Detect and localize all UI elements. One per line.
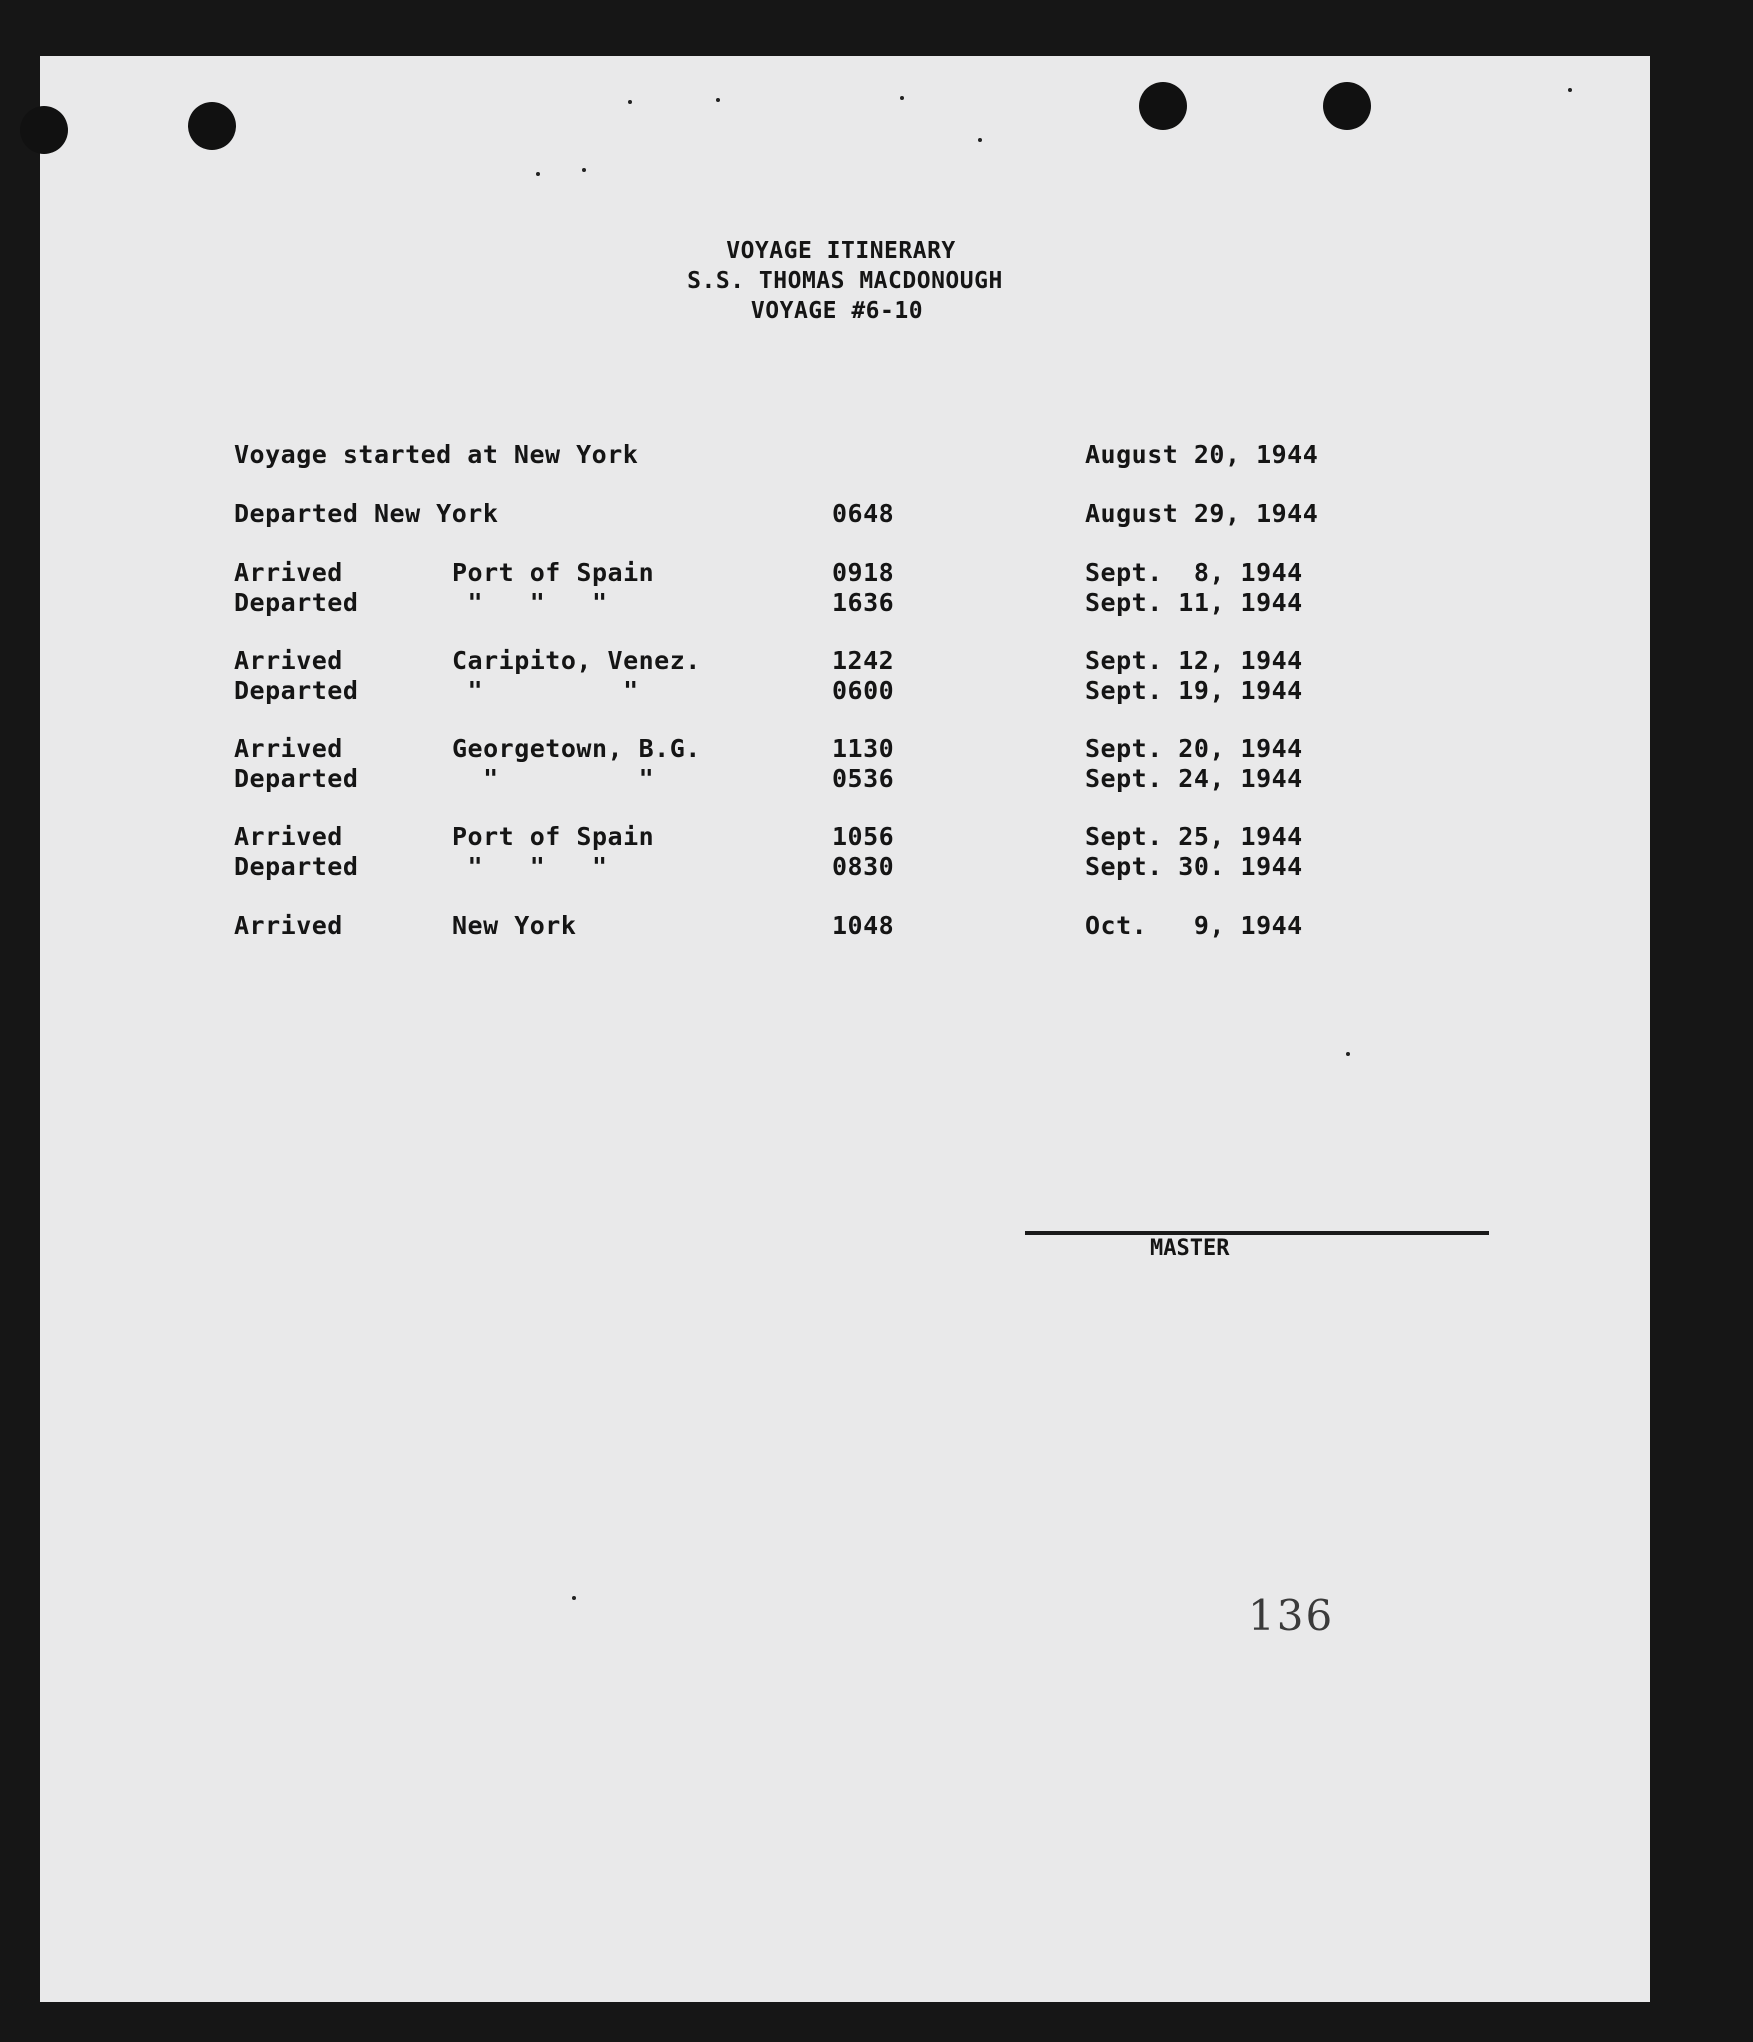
- itinerary-time: 1056: [832, 822, 895, 851]
- paper-speck: [1346, 1052, 1350, 1056]
- punch-hole-right: [1323, 82, 1371, 130]
- itinerary-place: Port of Spain: [452, 558, 655, 587]
- itinerary-time: 1242: [832, 646, 895, 675]
- punch-hole-left: [188, 102, 236, 150]
- signature-line: [1025, 1231, 1489, 1235]
- itinerary-time: 0536: [832, 764, 895, 793]
- punch-hole-edge: [20, 106, 68, 154]
- paper-speck: [582, 168, 586, 172]
- itinerary-time: 0830: [832, 852, 895, 881]
- itinerary-event: Departed: [234, 852, 359, 881]
- itinerary-date: Oct. 9, 1944: [1085, 911, 1303, 940]
- document-paper: [40, 56, 1650, 2002]
- itinerary-place: " " ": [452, 852, 608, 881]
- paper-speck: [900, 96, 904, 100]
- paper-speck: [716, 98, 720, 102]
- itinerary-place: Georgetown, B.G.: [452, 734, 701, 763]
- itinerary-date: August 29, 1944: [1085, 499, 1319, 528]
- page-number-stamp: 136: [1248, 1591, 1335, 1640]
- heading-ship-name: S.S. THOMAS MACDONOUGH: [687, 268, 1003, 294]
- itinerary-time: 0918: [832, 558, 895, 587]
- itinerary-place: " ": [452, 764, 655, 793]
- itinerary-date: Sept. 30. 1944: [1085, 852, 1303, 881]
- itinerary-place: " " ": [452, 588, 608, 617]
- paper-speck: [628, 100, 632, 104]
- itinerary-event: Voyage started at New York: [234, 440, 639, 469]
- itinerary-event: Arrived: [234, 911, 343, 940]
- paper-speck: [978, 138, 982, 142]
- itinerary-time: 0648: [832, 499, 895, 528]
- itinerary-date: Sept. 25, 1944: [1085, 822, 1303, 851]
- punch-hole-center: [1139, 82, 1187, 130]
- itinerary-date: August 20, 1944: [1085, 440, 1319, 469]
- paper-speck: [536, 172, 540, 176]
- itinerary-date: Sept. 8, 1944: [1085, 558, 1303, 587]
- itinerary-place: New York: [452, 911, 577, 940]
- itinerary-place: Port of Spain: [452, 822, 655, 851]
- itinerary-time: 1130: [832, 734, 895, 763]
- heading-voyage-number: VOYAGE #6-10: [750, 298, 924, 324]
- itinerary-event: Arrived: [234, 734, 343, 763]
- itinerary-event: Departed: [234, 676, 359, 705]
- itinerary-event: Departed: [234, 588, 359, 617]
- document-heading: [40, 236, 1650, 326]
- itinerary-event: Departed New York: [234, 499, 499, 528]
- signature-label: MASTER: [1150, 1236, 1230, 1261]
- itinerary-place: " ": [452, 676, 639, 705]
- itinerary-event: Arrived: [234, 822, 343, 851]
- heading-title: VOYAGE ITINERARY: [726, 238, 956, 264]
- itinerary-event: Arrived: [234, 558, 343, 587]
- itinerary-date: Sept. 24, 1944: [1085, 764, 1303, 793]
- itinerary-time: 0600: [832, 676, 895, 705]
- paper-speck: [1568, 88, 1572, 92]
- itinerary-time: 1636: [832, 588, 895, 617]
- itinerary-event: Arrived: [234, 646, 343, 675]
- itinerary-date: Sept. 19, 1944: [1085, 676, 1303, 705]
- paper-speck: [572, 1596, 576, 1600]
- itinerary-date: Sept. 11, 1944: [1085, 588, 1303, 617]
- itinerary-time: 1048: [832, 911, 895, 940]
- itinerary-date: Sept. 20, 1944: [1085, 734, 1303, 763]
- itinerary-event: Departed: [234, 764, 359, 793]
- itinerary-date: Sept. 12, 1944: [1085, 646, 1303, 675]
- itinerary-place: Caripito, Venez.: [452, 646, 701, 675]
